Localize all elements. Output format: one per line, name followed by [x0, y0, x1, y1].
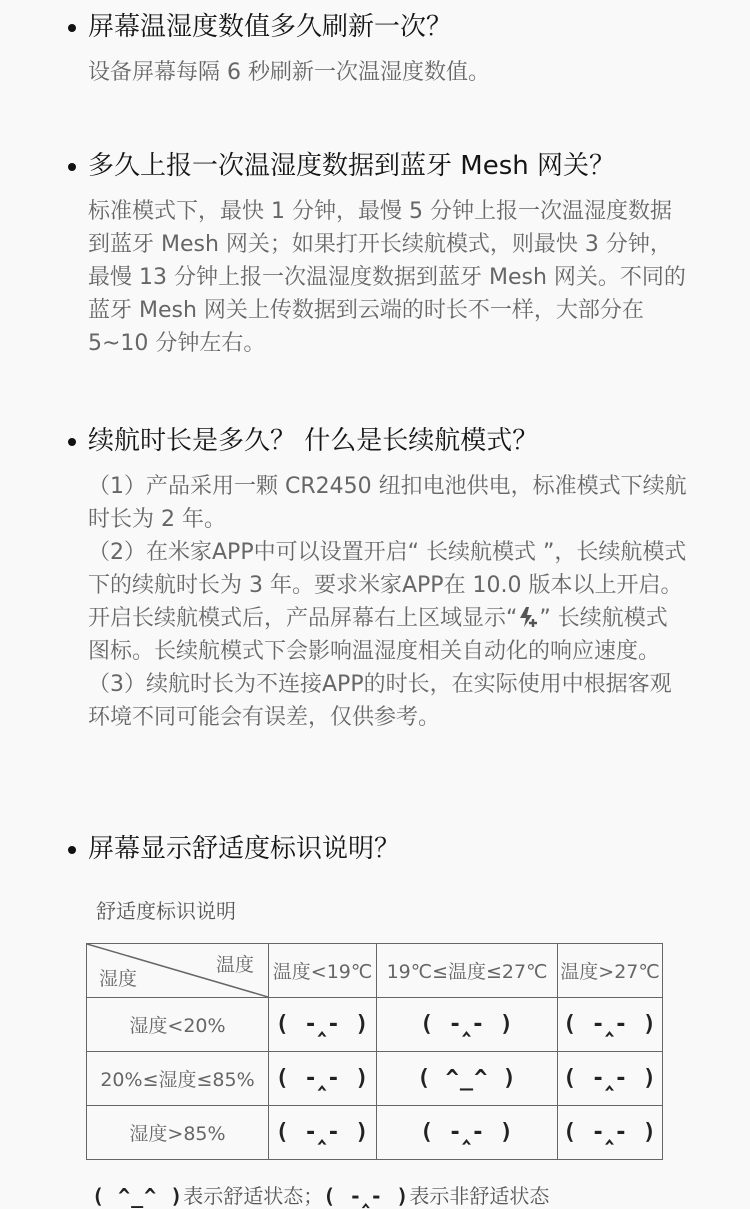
table-cell [269, 1106, 377, 1160]
corner-temperature-label: 温度 [215, 954, 254, 976]
answer-paragraph: 设备屏幕每隔 6 秒刷新一次温湿度数值。 [88, 60, 490, 85]
comfort-table [86, 943, 663, 1160]
faq-section-refresh [68, 10, 688, 89]
face-icon: ( -‸- ) [563, 1066, 657, 1091]
question-text: 续航时长是多久？ 什么是长续航模式？ [88, 426, 539, 456]
bullet-icon [68, 846, 76, 854]
legend-comfort-text: 表示舒适状态； [183, 1184, 324, 1208]
bullet-icon [68, 24, 76, 32]
question-text: 屏幕显示舒适度标识说明？ [88, 834, 401, 864]
table-header-row [87, 944, 663, 998]
faq-question [68, 10, 688, 44]
faq-answer [88, 195, 688, 360]
table-cell [377, 998, 558, 1052]
faq-answer [88, 470, 688, 734]
table-corner-cell [87, 944, 269, 998]
table-row [87, 1052, 663, 1106]
answer-paragraph: 标准模式下，最快 1 分钟，最慢 5 分钟上报一次温湿度数据到蓝牙 Mesh 网关；如果打开长续航模式，则最快 3 分钟，最慢 13 分钟上报一次温湿度数据到蓝牙 Mesh 网关。不同的蓝牙 Mesh 网关上传数据到云端的时长不一样，大部分在 5~10 分钟左右。 [88, 199, 686, 356]
table-caption: 舒适度标识说明 [96, 899, 236, 923]
row-header: 湿度>85% [87, 1106, 269, 1160]
table-cell [377, 1052, 558, 1106]
row-header: 20%≤湿度≤85% [87, 1052, 269, 1106]
faq-question [68, 424, 688, 458]
answer-paragraph [88, 536, 688, 668]
col-header: 温度<19℃ [269, 944, 377, 998]
col-header: 温度>27℃ [558, 944, 663, 998]
table-row [87, 1106, 663, 1160]
face-icon: ( -‸- ) [563, 1012, 657, 1037]
table-cell [377, 1106, 558, 1160]
table-legend [92, 1180, 549, 1209]
face-icon: ( -‸- ) [275, 1120, 370, 1145]
question-text: 屏幕温湿度数值多久刷新一次？ [88, 12, 453, 42]
faq-answer [88, 56, 688, 89]
table-cell [558, 1052, 663, 1106]
table-row [87, 998, 663, 1052]
answer-text: （2）在米家APP中可以设置开启“ 长续航模式 ”，长续航模式下的续航时长为 3 年。要求米家APP在 10.0 版本以上开启。开启长续航模式后，产品屏幕右上区域显示“ [88, 540, 687, 631]
face-icon: ( ^_^ ) [417, 1066, 517, 1091]
col-header: 19℃≤温度≤27℃ [377, 944, 558, 998]
comfort-face-icon: ( ^_^ ) [92, 1184, 184, 1208]
bullet-icon [68, 163, 76, 171]
question-text: 多久上报一次温湿度数据到蓝牙 Mesh 网关？ [88, 151, 615, 181]
faq-section-comfort [68, 832, 688, 866]
faq-section-battery [68, 424, 688, 734]
uncomfort-face-icon: ( -‸- ) [323, 1184, 410, 1208]
lightning-plus-icon [517, 605, 539, 627]
legend-uncomfort-text: 表示非舒适状态 [409, 1184, 550, 1208]
face-icon: ( -‸- ) [275, 1066, 370, 1091]
answer-text: ” 长续航模式图标。长续航模式下会影响温湿度相关自动化的响应速度。 [88, 606, 668, 664]
answer-paragraph: （3）续航时长为不连接APP的时长，在实际使用中根据客观环境不同可能会有误差，仅供参考。 [88, 672, 672, 730]
face-icon: ( -‸- ) [420, 1012, 514, 1037]
corner-humidity-label: 湿度 [99, 968, 138, 990]
table-cell [558, 1106, 663, 1160]
face-icon: ( -‸- ) [275, 1012, 370, 1037]
face-icon: ( -‸- ) [563, 1120, 657, 1145]
face-icon: ( -‸- ) [420, 1120, 514, 1145]
row-header: 湿度<20% [87, 998, 269, 1052]
faq-question [68, 149, 688, 183]
faq-question [68, 832, 688, 866]
bullet-icon [68, 438, 76, 446]
table-cell [558, 998, 663, 1052]
table-cell [269, 998, 377, 1052]
table-cell [269, 1052, 377, 1106]
faq-section-report [68, 149, 688, 360]
answer-paragraph: （1）产品采用一颗 CR2450 纽扣电池供电，标准模式下续航时长为 2 年。 [88, 474, 687, 532]
